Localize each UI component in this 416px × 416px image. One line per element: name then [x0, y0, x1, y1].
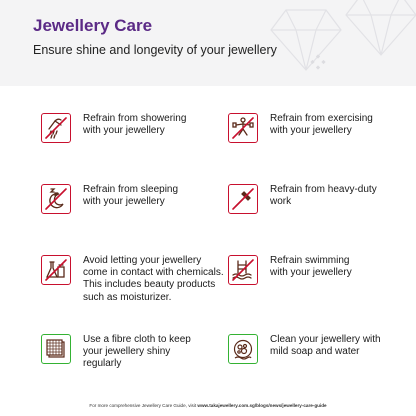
care-tip-text: Avoid letting your jewellery come in contact with chemicals. This includes beauty products such as moisturizer.	[83, 255, 224, 303]
care-tip-text: Refrain from heavy-duty work	[270, 184, 377, 208]
care-tip-exercising	[228, 113, 416, 143]
exercise-icon	[228, 113, 258, 143]
gem-icon	[266, 0, 416, 86]
page-subtitle: Ensure shine and longevity of your jewellery	[33, 43, 277, 57]
care-tip-fibre-cloth	[41, 334, 231, 371]
footer-link[interactable]: www.takajewellery.com.sg/blogs/news/jewellery-care-guide	[197, 403, 327, 408]
page-title: Jewellery Care	[33, 16, 153, 35]
care-tip-text: Refrain from showering with your jewellery	[83, 113, 187, 137]
care-tip-text: Refrain from sleeping with your jewellery	[83, 184, 179, 208]
chemicals-icon	[41, 255, 71, 285]
care-tip-text: Refrain from exercising with your jewellery	[270, 113, 373, 137]
hammer-icon	[228, 184, 258, 214]
header-band	[0, 0, 416, 86]
care-tip-sleeping	[41, 184, 231, 214]
care-tip-heavy-duty	[228, 184, 416, 214]
footer-text: For more comprehensive Jewellery Care Guide, visit	[89, 403, 198, 408]
care-tip-swimming	[228, 255, 416, 285]
shower-icon	[41, 113, 71, 143]
sleep-icon	[41, 184, 71, 214]
care-tip-chemicals	[41, 255, 231, 304]
swimming-icon	[228, 255, 258, 285]
fibre-cloth-icon	[41, 334, 71, 364]
soap-water-icon	[228, 334, 258, 364]
care-tip-text: Clean your jewellery with mild soap and water	[270, 334, 381, 358]
care-tip-text: Use a fibre cloth to keep your jewellery shiny regularly	[83, 334, 191, 370]
care-tip-soap-water	[228, 334, 416, 364]
footer-note	[0, 403, 416, 408]
care-tip-text: Refrain swimming with your jewellery	[270, 255, 352, 279]
sparkle-icon	[310, 54, 326, 70]
care-tip-showering	[41, 113, 231, 143]
